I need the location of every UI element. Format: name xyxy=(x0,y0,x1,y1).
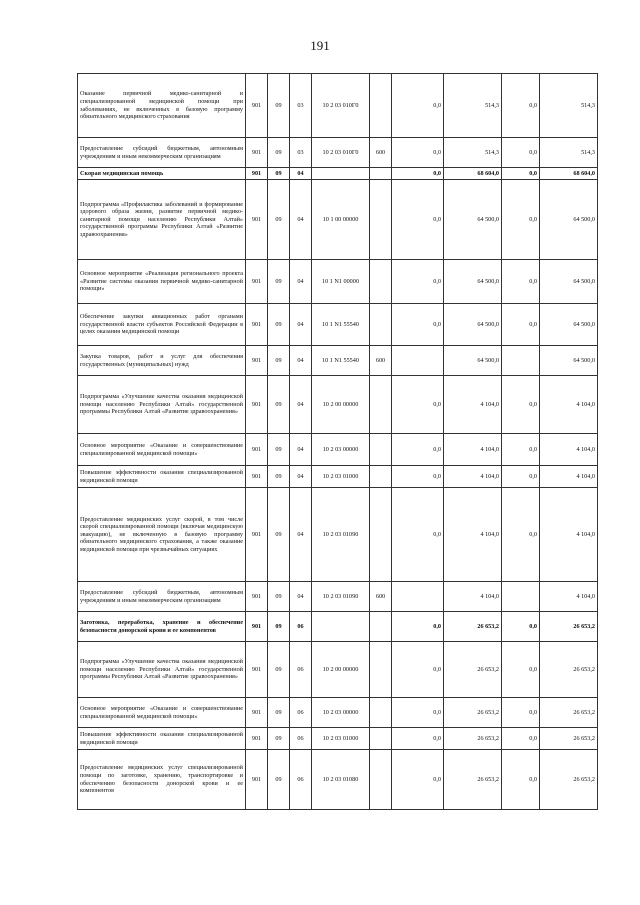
amount-1: 0,0 xyxy=(392,612,444,642)
target-article-code: 10 2 00 00000 xyxy=(312,642,370,698)
expense-type-code xyxy=(370,750,392,810)
subsection-code: 06 xyxy=(290,750,312,810)
row-name: Основное мероприятие «Оказание и совершенствование специализированной медицинской помощи» xyxy=(78,434,246,466)
amount-4: 4 104,0 xyxy=(540,376,598,434)
amount-1: 0,0 xyxy=(392,260,444,304)
subsection-code: 03 xyxy=(290,74,312,138)
ministry-code: 901 xyxy=(246,642,268,698)
expense-type-code xyxy=(370,434,392,466)
amount-1: 0,0 xyxy=(392,376,444,434)
target-article-code: 10 1 N1 55540 xyxy=(312,304,370,346)
section-code: 09 xyxy=(268,698,290,728)
amount-1: 0,0 xyxy=(392,488,444,582)
row-name: Основное мероприятие «Реализация регионального проекта «Развитие системы оказания первичной медико-санитарной помощи» xyxy=(78,260,246,304)
table-row xyxy=(78,376,598,434)
subsection-code: 04 xyxy=(290,466,312,488)
table-row xyxy=(78,582,598,612)
amount-2: 514,3 xyxy=(444,74,502,138)
section-code: 09 xyxy=(268,260,290,304)
amount-4: 26 653,2 xyxy=(540,612,598,642)
amount-2: 64 500,0 xyxy=(444,260,502,304)
subsection-code: 04 xyxy=(290,434,312,466)
amount-3: 0,0 xyxy=(502,168,540,180)
section-code: 09 xyxy=(268,168,290,180)
amount-1: 0,0 xyxy=(392,180,444,260)
amount-4: 64 500,0 xyxy=(540,180,598,260)
row-name: Подпрограмма «Улучшение качества оказания медицинской помощи населению Республики Алтай» государственной программы Республики Алтай «Развитие здравоохранения» xyxy=(78,642,246,698)
amount-4: 26 653,2 xyxy=(540,642,598,698)
section-code: 09 xyxy=(268,642,290,698)
amount-1: 0,0 xyxy=(392,74,444,138)
section-code: 09 xyxy=(268,138,290,168)
amount-4: 64 500,0 xyxy=(540,304,598,346)
table-row xyxy=(78,260,598,304)
amount-4: 26 653,2 xyxy=(540,750,598,810)
expense-type-code: 600 xyxy=(370,582,392,612)
row-name: Предоставление субсидий бюджетным, автономным учреждениям и иным некоммерческим организациям xyxy=(78,138,246,168)
expense-type-code xyxy=(370,488,392,582)
target-article-code: 10 1 N1 00000 xyxy=(312,260,370,304)
amount-2: 26 653,2 xyxy=(444,612,502,642)
amount-2: 4 104,0 xyxy=(444,466,502,488)
row-name: Заготовка, переработка, хранение и обеспечение безопасности донорской крови и ее компонентов xyxy=(78,612,246,642)
row-name: Скорая медицинская помощь xyxy=(78,168,246,180)
ministry-code: 901 xyxy=(246,138,268,168)
amount-1: 0,0 xyxy=(392,728,444,750)
amount-3: 0,0 xyxy=(502,304,540,346)
subsection-code: 04 xyxy=(290,168,312,180)
target-article-code: 10 2 03 01000 xyxy=(312,728,370,750)
target-article-code: 10 2 03 01000 xyxy=(312,466,370,488)
subsection-code: 04 xyxy=(290,346,312,376)
amount-1: 0,0 xyxy=(392,168,444,180)
table-row xyxy=(78,304,598,346)
budget-table xyxy=(77,73,598,810)
amount-4: 514,3 xyxy=(540,138,598,168)
amount-3: 0,0 xyxy=(502,260,540,304)
ministry-code: 901 xyxy=(246,74,268,138)
row-name: Обеспечение закупки авиационных работ органами государственной власти субъектов Российской Федерации в целях оказания медицинской помощи xyxy=(78,304,246,346)
row-name: Повышение эффективности оказания специализированной медицинской помощи xyxy=(78,728,246,750)
expense-type-code xyxy=(370,698,392,728)
table-row xyxy=(78,728,598,750)
section-code: 09 xyxy=(268,728,290,750)
expense-type-code: 600 xyxy=(370,138,392,168)
expense-type-code xyxy=(370,168,392,180)
amount-2: 4 104,0 xyxy=(444,376,502,434)
subsection-code: 04 xyxy=(290,260,312,304)
amount-1: 0,0 xyxy=(392,466,444,488)
ministry-code: 901 xyxy=(246,434,268,466)
subsection-code: 04 xyxy=(290,304,312,346)
ministry-code: 901 xyxy=(246,728,268,750)
amount-1: 0,0 xyxy=(392,434,444,466)
amount-3: 0,0 xyxy=(502,138,540,168)
expense-type-code xyxy=(370,304,392,346)
amount-2: 26 653,2 xyxy=(444,642,502,698)
target-article-code: 10 1 00 00000 xyxy=(312,180,370,260)
amount-1: 0,0 xyxy=(392,642,444,698)
table-row xyxy=(78,434,598,466)
amount-2: 26 653,2 xyxy=(444,698,502,728)
amount-2: 4 104,0 xyxy=(444,582,502,612)
page-number: 191 xyxy=(310,38,330,53)
ministry-code: 901 xyxy=(246,750,268,810)
target-article-code: 10 2 00 00000 xyxy=(312,376,370,434)
table-row xyxy=(78,466,598,488)
amount-4: 26 653,2 xyxy=(540,728,598,750)
amount-1: 0,0 xyxy=(392,138,444,168)
target-article-code xyxy=(312,612,370,642)
section-code: 09 xyxy=(268,750,290,810)
table-row xyxy=(78,346,598,376)
subsection-code: 04 xyxy=(290,376,312,434)
amount-3: 0,0 xyxy=(502,74,540,138)
table-row xyxy=(78,168,598,180)
amount-2: 4 104,0 xyxy=(444,434,502,466)
amount-2: 26 653,2 xyxy=(444,728,502,750)
row-name: Оказание первичной медико-санитарной и специализированной медицинской помощи при заболеваниях, не включенных в базовую программу обязательного медицинского страхования xyxy=(78,74,246,138)
amount-2: 64 500,0 xyxy=(444,346,502,376)
subsection-code: 06 xyxy=(290,698,312,728)
amount-3: 0,0 xyxy=(502,180,540,260)
expense-type-code xyxy=(370,466,392,488)
ministry-code: 901 xyxy=(246,260,268,304)
ministry-code: 901 xyxy=(246,304,268,346)
amount-2: 64 500,0 xyxy=(444,180,502,260)
section-code: 09 xyxy=(268,304,290,346)
ministry-code: 901 xyxy=(246,466,268,488)
amount-4: 4 104,0 xyxy=(540,466,598,488)
amount-1: 0,0 xyxy=(392,750,444,810)
expense-type-code xyxy=(370,612,392,642)
amount-1 xyxy=(392,582,444,612)
section-code: 09 xyxy=(268,346,290,376)
expense-type-code xyxy=(370,642,392,698)
amount-2: 514,3 xyxy=(444,138,502,168)
table-row xyxy=(78,698,598,728)
subsection-code: 03 xyxy=(290,138,312,168)
table-row xyxy=(78,750,598,810)
amount-4: 4 104,0 xyxy=(540,582,598,612)
row-name: Предоставление медицинских услуг специализированной помощи по заготовке, хранению, транспортировке и обеспечению безопасности донорской крови и ее компонентов xyxy=(78,750,246,810)
amount-1: 0,0 xyxy=(392,304,444,346)
ministry-code: 901 xyxy=(246,346,268,376)
row-name: Закупка товаров, работ и услуг для обеспечения государственных (муниципальных) нужд xyxy=(78,346,246,376)
ministry-code: 901 xyxy=(246,698,268,728)
amount-3: 0,0 xyxy=(502,698,540,728)
ministry-code: 901 xyxy=(246,488,268,582)
target-article-code: 10 2 03 01090 xyxy=(312,582,370,612)
amount-3 xyxy=(502,346,540,376)
expense-type-code xyxy=(370,728,392,750)
ministry-code: 901 xyxy=(246,376,268,434)
subsection-code: 04 xyxy=(290,180,312,260)
row-name: Подпрограмма «Профилактика заболеваний и формирование здорового образа жизни, развитие первичной медико-санитарной помощи населению Республики Алтай» государственной программы Республики Алтай «Развитие здравоохранения» xyxy=(78,180,246,260)
amount-1 xyxy=(392,346,444,376)
amount-4: 4 104,0 xyxy=(540,488,598,582)
row-name: Предоставление субсидий бюджетным, автономным учреждениям и иным некоммерческим организациям xyxy=(78,582,246,612)
amount-3: 0,0 xyxy=(502,612,540,642)
target-article-code: 10 1 N1 55540 xyxy=(312,346,370,376)
section-code: 09 xyxy=(268,488,290,582)
row-name: Повышение эффективности оказания специализированной медицинской помощи xyxy=(78,466,246,488)
expense-type-code xyxy=(370,74,392,138)
row-name: Предоставление медицинских услуг скорой, в том числе скорой специализированной помощи (включая медицинскую эвакуацию), не включенную в базовую программу обязательного медицинского страхования, а также оказание медицинской помощи при чрезвычайных ситуациях xyxy=(78,488,246,582)
table-row xyxy=(78,488,598,582)
amount-4: 64 500,0 xyxy=(540,260,598,304)
target-article-code: 10 2 03 010Г0 xyxy=(312,138,370,168)
amount-2: 26 653,2 xyxy=(444,750,502,810)
subsection-code: 06 xyxy=(290,612,312,642)
ministry-code: 901 xyxy=(246,582,268,612)
amount-3 xyxy=(502,582,540,612)
target-article-code: 10 2 03 00000 xyxy=(312,434,370,466)
row-name: Подпрограмма «Улучшение качества оказания медицинской помощи населению Республики Алтай» государственной программы Республики Алтай «Развитие здравоохранения» xyxy=(78,376,246,434)
section-code: 09 xyxy=(268,180,290,260)
ministry-code: 901 xyxy=(246,168,268,180)
subsection-code: 04 xyxy=(290,488,312,582)
amount-4: 4 104,0 xyxy=(540,434,598,466)
amount-4: 26 653,2 xyxy=(540,698,598,728)
section-code: 09 xyxy=(268,434,290,466)
amount-2: 64 500,0 xyxy=(444,304,502,346)
table-row xyxy=(78,642,598,698)
amount-3: 0,0 xyxy=(502,728,540,750)
section-code: 09 xyxy=(268,376,290,434)
amount-3: 0,0 xyxy=(502,750,540,810)
target-article-code xyxy=(312,168,370,180)
table-row xyxy=(78,138,598,168)
section-code: 09 xyxy=(268,582,290,612)
amount-4: 68 604,0 xyxy=(540,168,598,180)
amount-3: 0,0 xyxy=(502,466,540,488)
table-row xyxy=(78,180,598,260)
table-body xyxy=(78,74,598,810)
section-code: 09 xyxy=(268,74,290,138)
amount-3: 0,0 xyxy=(502,488,540,582)
target-article-code: 10 2 03 01080 xyxy=(312,750,370,810)
amount-2: 4 104,0 xyxy=(444,488,502,582)
row-name: Основное мероприятие «Оказание и совершенствование специализированной медицинской помощи» xyxy=(78,698,246,728)
amount-3: 0,0 xyxy=(502,376,540,434)
ministry-code: 901 xyxy=(246,180,268,260)
subsection-code: 06 xyxy=(290,642,312,698)
section-code: 09 xyxy=(268,466,290,488)
section-code: 09 xyxy=(268,612,290,642)
target-article-code: 10 2 03 010Г0 xyxy=(312,74,370,138)
subsection-code: 06 xyxy=(290,728,312,750)
target-article-code: 10 2 03 01090 xyxy=(312,488,370,582)
amount-1: 0,0 xyxy=(392,698,444,728)
amount-3: 0,0 xyxy=(502,642,540,698)
ministry-code: 901 xyxy=(246,612,268,642)
subsection-code: 04 xyxy=(290,582,312,612)
amount-4: 514,3 xyxy=(540,74,598,138)
target-article-code: 10 2 03 00000 xyxy=(312,698,370,728)
amount-4: 64 500,0 xyxy=(540,346,598,376)
expense-type-code xyxy=(370,376,392,434)
expense-type-code xyxy=(370,180,392,260)
expense-type-code xyxy=(370,260,392,304)
amount-2: 68 604,0 xyxy=(444,168,502,180)
table-row xyxy=(78,74,598,138)
expense-type-code: 600 xyxy=(370,346,392,376)
amount-3: 0,0 xyxy=(502,434,540,466)
table-row xyxy=(78,612,598,642)
